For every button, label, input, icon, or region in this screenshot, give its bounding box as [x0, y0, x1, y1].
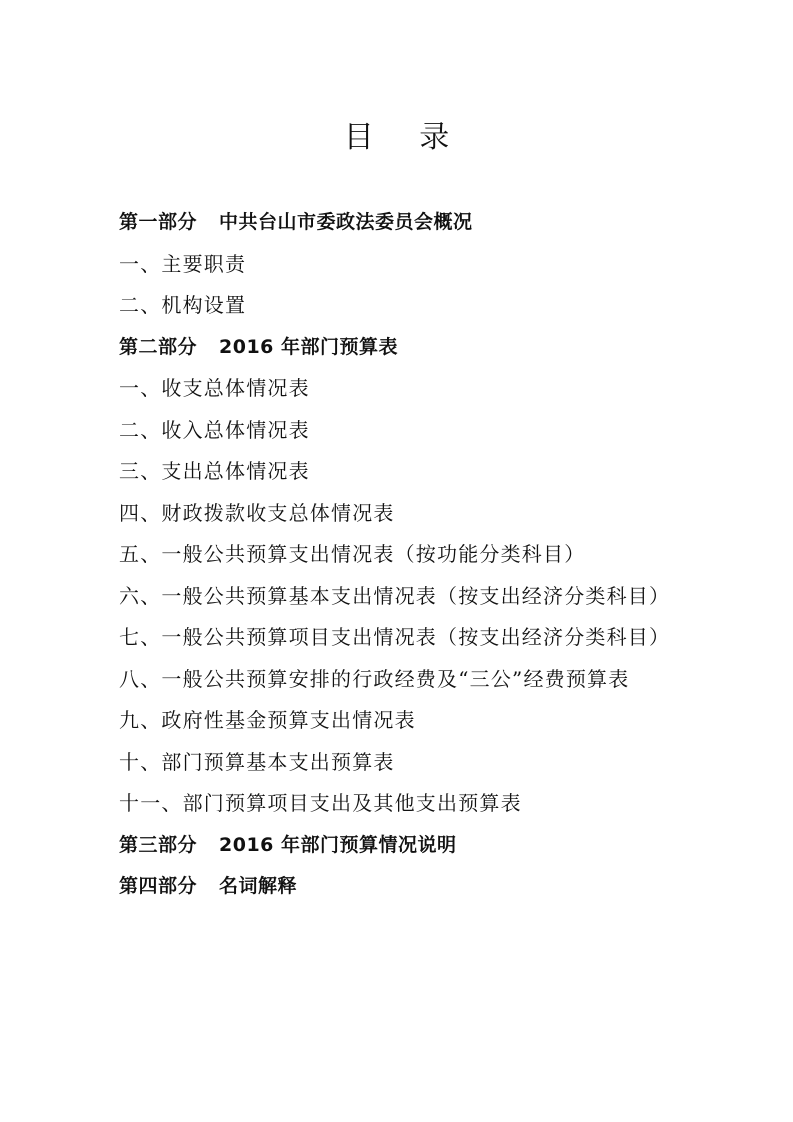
toc-item: 十一、部门预算项目支出及其他支出预算表	[119, 791, 522, 815]
toc-part-number: 第三部分	[119, 833, 198, 856]
toc-item: 五、一般公共预算支出情况表（按功能分类科目）	[119, 542, 586, 566]
toc-part-label: 中共台山市委政法委员会概况	[219, 211, 473, 233]
toc-item: 四、财政拨款收支总体情况表	[119, 500, 395, 525]
toc-part-label: 2016 年部门预算情况说明	[219, 833, 457, 856]
toc-title: 目 录	[343, 120, 468, 155]
toc-item: 三、支出总体情况表	[119, 459, 310, 483]
toc-item: 八、一般公共预算安排的行政经费及“三公”经费预算表	[119, 666, 630, 691]
toc-item: 七、一般公共预算项目支出情况表（按支出经济分类科目）	[119, 625, 671, 649]
toc-part-number: 第二部分	[119, 335, 198, 358]
toc-part-3	[119, 825, 759, 867]
toc-part-number: 第四部分	[119, 875, 198, 897]
toc-part-4	[119, 866, 759, 908]
toc-part-label: 名词解释	[219, 875, 298, 897]
toc-part-label: 2016 年部门预算表	[219, 335, 399, 358]
toc-part-2	[119, 327, 759, 369]
toc-part-number: 第一部分	[119, 211, 198, 233]
toc-part-1	[119, 202, 759, 244]
toc-item: 二、机构设置	[119, 293, 247, 317]
toc-item: 九、政府性基金预算支出情况表	[119, 708, 416, 732]
toc-item: 十、部门预算基本支出预算表	[119, 749, 395, 774]
toc-list	[119, 202, 759, 908]
toc-item: 一、主要职责	[119, 251, 247, 276]
toc-item: 一、收支总体情况表	[119, 376, 310, 400]
toc-item: 二、收入总体情况表	[119, 417, 310, 442]
toc-item: 六、一般公共预算基本支出情况表（按支出经济分类科目）	[119, 583, 671, 608]
